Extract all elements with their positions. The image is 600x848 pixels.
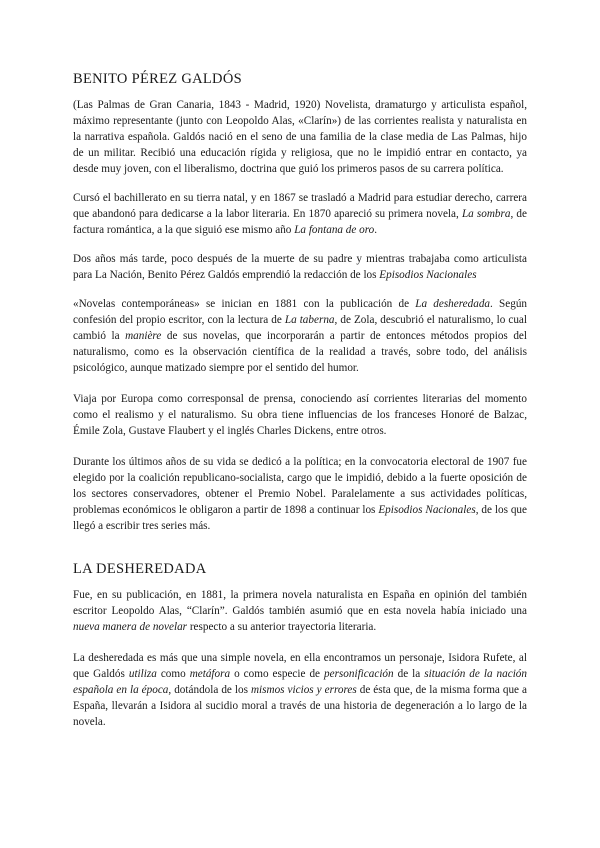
book-title: La desheredada [415,298,491,310]
book-title: La sombra [461,208,511,220]
paragraph-publicacion: Fue, en su publicación, en 1881, la primera novela naturalista en España en opinión del también escritor Leopoldo Alas, “Clarín”. Galdós también asumió que en esta novela había iniciado una nueva manera de novelar respecto a su anterior trayectoria literaria. [73,589,527,633]
book-title: Episodios Nacionales [378,504,476,516]
paragraph-viaja-europa: Viaja por Europa como corresponsal de prensa, conociendo así corrientes literarias del momento como el realismo y el naturalismo. Su obra tiene influencias de los franceses Honoré de Balzac, Émile Zola, Gustave Flaubert y el inglés Charles Dickens, entre otros. [73,393,527,437]
book-title: Episodios Nacionales [379,269,477,281]
emphasis-term: personificación [324,668,394,680]
paragraph-isidora: La desheredada es más que una simple novela, en ella encontramos un personaje, Isidora Rufete, al que Galdós utiliza como metáfora o como especie de personificación de la situación de la nación española en la época, dotándola de los mismos vicios y errores de ésta que, de la misma forma que a España, llevarán a Isidora al sucidio moral a través de una historia de degeneración a lo largo de la novela. [73,652,527,728]
paragraph-biography-intro: (Las Palmas de Gran Canaria, 1843 - Madrid, 1920) Novelista, dramaturgo y articulista español, máximo representante (junto con Leopoldo Alas, «Clarín») de las corrientes realista y naturalista en la narrativa española. Galdós nació en el seno de una familia de la clase media de Las Palmas, hijo de un militar. Recibió una educación rígida y religiosa, que no le impidió entrar en contacto, ya desde muy joven, con el liberalismo, doctrina que guió los primeros pasos de su carrera política. [73,99,527,175]
emphasis-term: metáfora [189,668,231,680]
book-title: La fontana de oro [294,224,375,236]
paragraph-episodios: Dos años más tarde, poco después de la muerte de su padre y mientras trabajaba como articulista para La Nación, Benito Pérez Galdós emprendió la redacción de los Episodios Nacionales [73,253,527,281]
section-title-la-desheredada: LA DESHEREDADA [73,561,207,577]
paragraph-politica: Durante los últimos años de su vida se dedicó a la política; en la convocatoria electoral de 1907 fue elegido por la coalición republicano-socialista, cargo que le impidió, debido a la fuerte oposición de los sectores conservadores, obtener el Premio Nobel. Paralelamente a sus actividades políticas, problemas económicos le obligaron a partir de 1898 a continuar los Episodios Nacionales, de los que llegó a escribir tres series más. [73,456,527,532]
book-title: La taberna [284,314,335,326]
emphasis-term: utiliza [128,668,157,680]
emphasis-term: manière [125,330,162,342]
paragraph-bachillerato: Cursó el bachillerato en su tierra natal, y en 1867 se trasladó a Madrid para estudiar derecho, carrera que abandonó para dedicarse a la labor literaria. En 1870 apareció su primera novela, La sombra, de factura romántica, a la que siguió ese mismo año La fontana de oro. [73,192,527,236]
emphasis-term: mismos vicios y errores [250,684,357,696]
paragraph-novelas-contemporaneas: «Novelas contemporáneas» se inician en 1881 con la publicación de La desheredada. Según confesión del propio escritor, con la lectura de La taberna, de Zola, descubrió el naturalismo, lo cual cambió la manière de sus novelas, que incorporarán a partir de entonces métodos propios del naturalismo, como es la observación científica de la realidad a través, sobre todo, del análisis psicológico, aunque matizado siempre por el sentido del humor. [73,298,527,374]
emphasis-term: situación de la nación española en la época [73,668,527,696]
section-title-benito-perez-galdos: BENITO PÉREZ GALDÓS [73,71,242,87]
emphasis-term: nueva manera de novelar [73,621,188,633]
